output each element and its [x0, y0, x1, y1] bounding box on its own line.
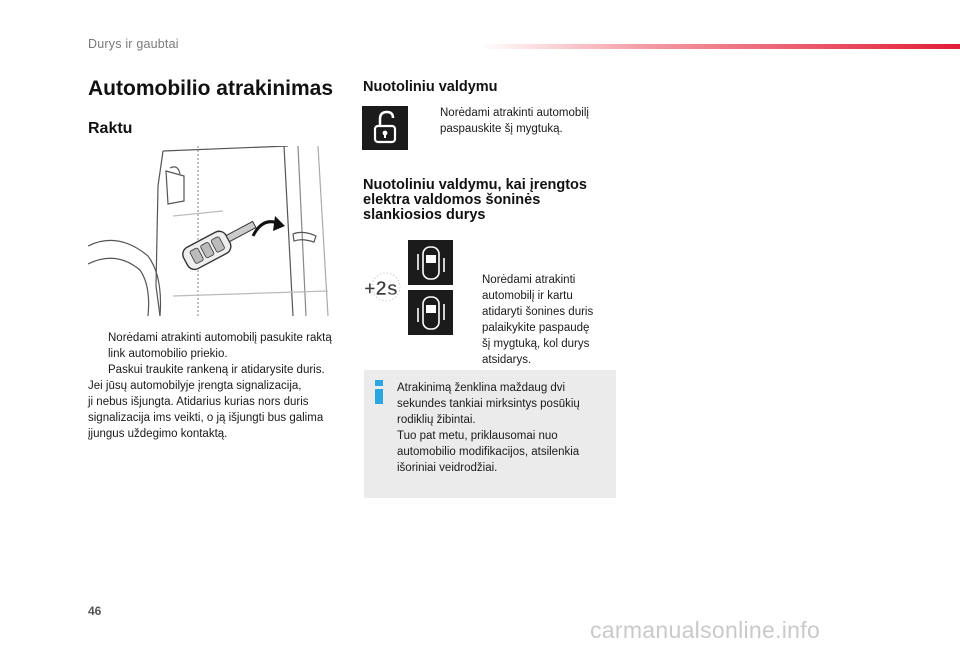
- alarm-note-line: Jei jūsų automobilyje įrengta signalizacija,: [88, 380, 302, 392]
- car-door-key-illustration: [88, 146, 336, 316]
- remote-step: Norėdami atrakinti automobilį paspauskite šį mygtuką.: [440, 107, 589, 135]
- step-item: Norėdami atrakinti automobilį pasukite raktą link automobilio priekio.: [108, 332, 332, 360]
- alarm-note-line: įjungus uždegimo kontaktą.: [88, 428, 228, 440]
- sliding-door-buttons-illustration: [362, 240, 458, 335]
- step-item: Paskui traukite rankeną ir atidarysite duris.: [108, 364, 325, 376]
- page-title: Automobilio atrakinimas: [88, 77, 334, 100]
- header-accent-bar: [480, 44, 960, 49]
- watermark: carmanualsonline.info: [590, 617, 821, 643]
- key-unlock-steps: [88, 330, 346, 442]
- alarm-note-line: ji nebus išjungta. Atidarius kurias nors duris: [88, 396, 309, 408]
- info-icon: [372, 380, 386, 404]
- section-header: Durys ir gaubtai: [88, 37, 179, 51]
- remote-section-title: Nuotoliniu valdymu: [363, 79, 498, 95]
- sliding-step: Norėdami atrakinti automobilį ir kartu atidaryti šonines duris palaikykite paspaudę šį mygtuką, kol durys atsidarys.: [482, 274, 594, 366]
- subtitle-key: Raktu: [88, 120, 133, 137]
- alarm-note-line: signalizacija ims veikti, o ją išjungti bus galima: [88, 412, 324, 424]
- unlock-padlock-icon: [362, 106, 408, 150]
- page-number: 46: [88, 604, 102, 618]
- sliding-doors-title: Nuotoliniu valdymu, kai įrengtos elektra valdomos šoninės slankiosios durys: [363, 177, 587, 223]
- hold-duration-badge: +2s: [364, 278, 398, 300]
- info-note-text: Atrakinimą ženklina maždaug dvi sekundes tankiai mirksintys posūkių rodiklių žibintai. Tuo pat metu, priklausomai nuo automobilio modifikacijos, atsilenkia išoriniai veidrodžiai.: [397, 382, 580, 474]
